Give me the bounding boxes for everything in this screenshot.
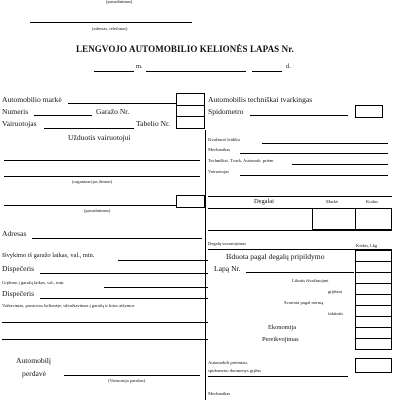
center-divider [205, 130, 206, 400]
fuel-make-cell[interactable] [312, 208, 356, 230]
release-allowed-label: Išvažiuoti leidžiu [208, 137, 240, 142]
company-caption: (pavadinimas) [106, 0, 133, 4]
year-line [94, 71, 134, 72]
garage-exit-label: Išvykimo iš garažo laikas, val., min. [2, 252, 95, 259]
address-line [30, 22, 192, 23]
name-caption: (pavadinimas) [84, 208, 111, 213]
car-make-label: Automobilio markė [2, 95, 62, 104]
idle-note-label: Važiavimas, prastovos kelionėje, užvažiavimas į garažą ir kitos atžymos [2, 303, 135, 308]
dispatcher-1-label: Dispečeris [2, 264, 35, 273]
year-suffix: m. [136, 63, 143, 70]
address-label: Adresas [2, 229, 27, 238]
note-line-2 [2, 339, 208, 340]
tech-accepted-line [292, 164, 388, 165]
driver-signature-caption: (Vairuotojo parašas) [108, 378, 146, 383]
fuel-code-header: Kodas [366, 199, 378, 204]
organization-box[interactable] [176, 195, 205, 208]
mechanic-1-label: Mechanikas [208, 147, 231, 152]
quantity-cell-9[interactable] [355, 338, 392, 350]
remaining-label: Likutis išvažiuojant [292, 278, 329, 283]
mechanic-1-line [240, 153, 388, 154]
car-accepted-label: Automobili priėmiau, [208, 360, 248, 365]
driver-line [44, 128, 134, 129]
sheet-no-label: Lapą Nr. [214, 264, 241, 273]
fuel-bottom-line [208, 230, 392, 231]
address-line-left [32, 238, 202, 239]
speedometer-label: Spidometro [208, 107, 244, 116]
note-line-1 [2, 322, 208, 323]
tech-accepted-label: Techniškai. Tvark. Automob. priėm [208, 158, 274, 163]
fuel-make-header: Markė [326, 199, 338, 204]
dispatcher-2-label: Dispečeris [2, 289, 35, 298]
speedo-returning-line [208, 376, 348, 377]
driver-r-label: Vairuotojas [208, 169, 229, 174]
actual-label: faktiniis [328, 311, 344, 316]
release-allowed-line [262, 143, 388, 144]
overspend-label: Pereikvojimas [262, 336, 299, 343]
fuel-issued-label: Išduota pagal degalų pripildymo [226, 252, 325, 261]
number-label: Numeris [2, 107, 29, 116]
garage-return-line [104, 287, 208, 288]
economy-label: Ekonomija [268, 324, 297, 331]
garage-no-label: Garažo Nr. [96, 107, 130, 116]
organization-name-line [4, 205, 176, 206]
dispatcher-2-line [40, 298, 208, 299]
driver-label: Vairuotojas [2, 119, 37, 128]
fuel-code-cell[interactable] [355, 208, 392, 230]
sheet-no-line [246, 272, 354, 273]
driver-r-line [240, 175, 388, 176]
organization-caption: (organizacijos žinion) [72, 179, 113, 184]
dispatcher-1-line [40, 273, 208, 274]
quantity-header: Kiekis,1,kg [356, 243, 378, 248]
driver-signature-line [64, 375, 200, 376]
car-handed-label-2: perdavė [22, 369, 47, 378]
document-title: LENGVOJO AUTOMOBILIO KELIONĖS LAPAS Nr. [76, 44, 294, 54]
address-caption: (adresas, telefonas) [92, 26, 128, 31]
table-no-label: Tabelio Nr. [136, 119, 171, 128]
assignment-line-1 [4, 160, 200, 161]
returning-label: grįžtant [328, 289, 343, 294]
fuel-used-label: Degalų suvartojimas [208, 241, 246, 246]
car-handed-label-1: Automobilį [16, 356, 52, 365]
garage-exit-line [118, 260, 208, 261]
car-ok-label: Automobilis techniškai tvarkingas [208, 95, 313, 104]
fuel-label: Degalai [254, 198, 274, 205]
assignment-line-2 [4, 176, 200, 177]
speedo-returning-box[interactable] [355, 358, 392, 373]
number-line [34, 115, 92, 116]
car-info-box-3[interactable] [176, 116, 205, 129]
mechanic-2-label: Mechanikas [208, 391, 231, 396]
month-line [146, 71, 246, 72]
speedometer-line [250, 115, 348, 116]
day-line [252, 71, 282, 72]
garage-return-label: Grįžimo į garažą laikas, val., min. [2, 280, 65, 285]
speedo-returning-label: spidometro duomenys grįžus [208, 368, 262, 373]
car-make-line [68, 103, 176, 104]
day-suffix: d. [286, 63, 291, 70]
assignment-label: Užduotis vairuotojui [68, 133, 131, 142]
speedometer-box[interactable] [355, 105, 383, 118]
used-norm-label: Švartota pagal normą [284, 300, 324, 305]
fuel-top-line [208, 196, 392, 197]
